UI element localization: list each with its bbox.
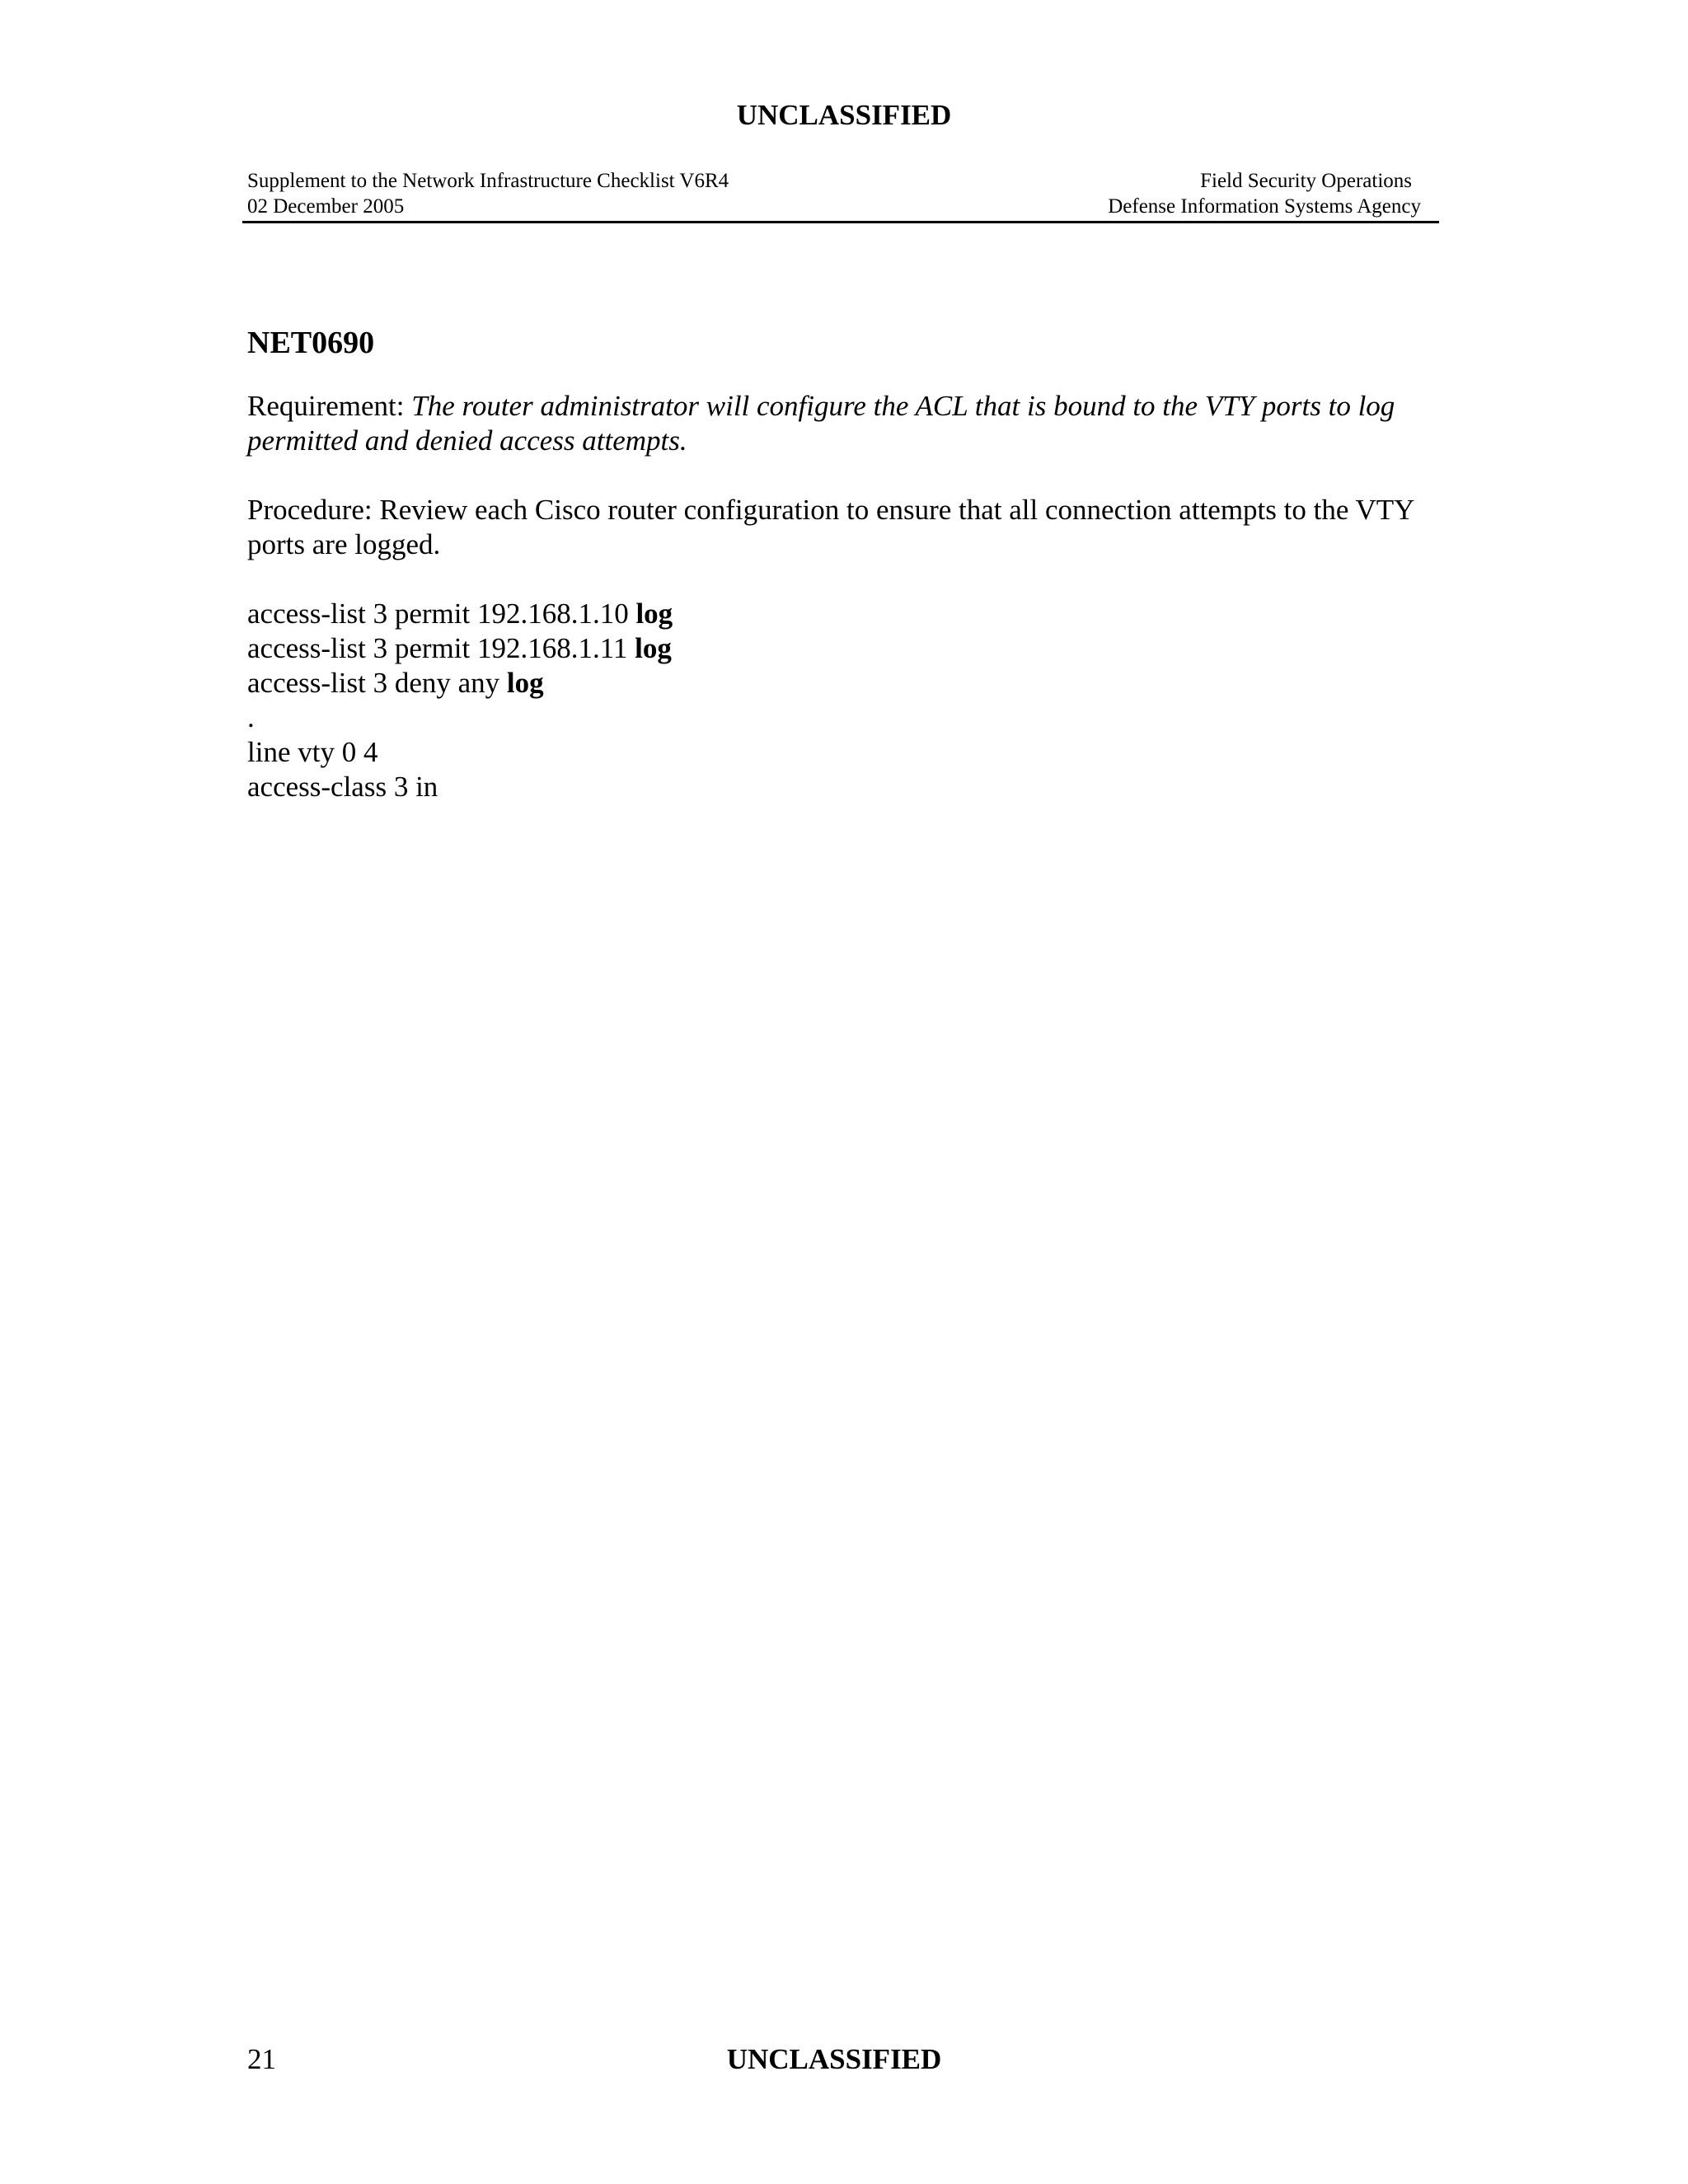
config-keyword: log [635,632,672,664]
header-org-line-1: Field Security Operations [1200,170,1412,192]
config-line: access-list 3 permit 192.168.1.10 log [247,598,673,630]
config-line: access-list 3 deny any log [247,667,544,699]
config-line: access-list 3 permit 192.168.1.11 log [247,632,672,664]
page-number: 21 [247,2043,276,2075]
header-org-line-2: Defense Information Systems Agency [1108,195,1421,218]
header-rule [242,221,1439,223]
requirement-label: Requirement: [247,390,412,422]
running-header [247,168,1421,219]
procedure-label: Procedure: [247,494,380,526]
config-example [247,597,1426,804]
config-line: . [247,701,255,733]
config-keyword: log [635,598,673,630]
header-doc-title: Supplement to the Network Infrastructure Checklist V6R4 [247,170,729,192]
procedure-paragraph [247,493,1426,562]
section-heading: NET0690 [247,326,375,360]
requirement-paragraph [247,389,1426,458]
header-date: 02 December 2005 [247,195,405,218]
classification-banner-top: UNCLASSIFIED [736,99,952,131]
main-content [247,323,1426,804]
config-line: access-class 3 in [247,771,438,803]
config-keyword: log [506,667,544,699]
procedure-text: Review each Cisco router configuration to ensure that all connection attempts to the VTY ports are logged. [247,494,1414,560]
classification-banner-bottom: UNCLASSIFIED [726,2043,942,2075]
requirement-text: The router administrator will configure the ACL that is bound to the VTY ports to log permitted and denied access attempts. [247,390,1395,457]
header-row-2 [247,194,1421,219]
config-line: line vty 0 4 [247,736,378,768]
header-row-1 [247,168,1421,194]
